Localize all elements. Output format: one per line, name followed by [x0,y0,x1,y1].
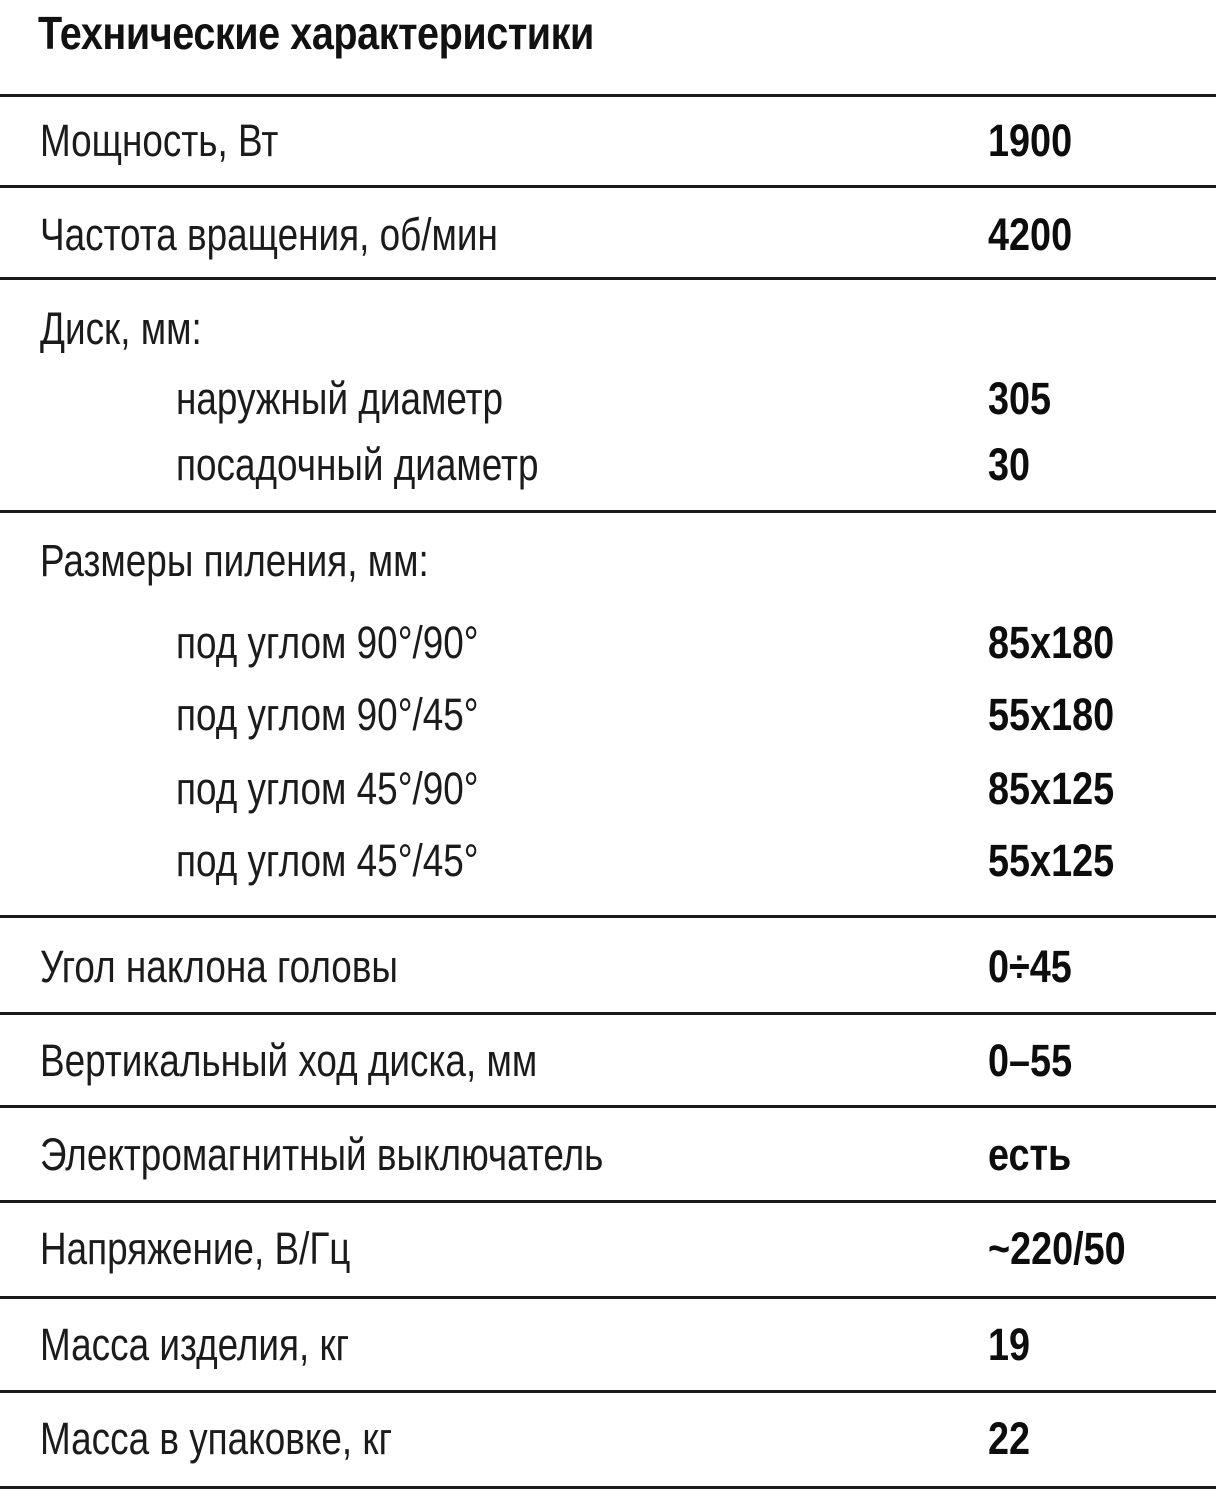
vertical-label: Вертикальный ход диска, мм [40,1035,538,1086]
cut-row-label: под углом 45°/90° [176,763,479,814]
disc-label: Диск, мм: [40,303,202,354]
cut-row-value: 85x125 [988,763,1115,814]
cut-row-value: 85x180 [988,617,1115,668]
speed-label: Частота вращения, об/мин [40,209,498,260]
speed-value: 4200 [988,209,1073,260]
voltage-value: ~220/50 [988,1223,1126,1274]
switch-value: есть [988,1129,1072,1180]
disc-outer-value: 305 [988,373,1052,424]
power-label: Мощность, Вт [40,115,279,166]
cut-row-label: под углом 45°/45° [176,835,479,886]
divider [0,1012,1216,1015]
mass-label: Масса изделия, кг [40,1319,350,1370]
divider [0,1296,1216,1299]
divider [0,185,1216,188]
page-title: Технические характеристики [38,7,594,59]
divider [0,1105,1216,1108]
divider [0,94,1216,97]
voltage-label: Напряжение, В/Гц [40,1223,351,1274]
tilt-value: 0÷45 [988,941,1072,992]
mass-packed-label: Масса в упаковке, кг [40,1413,393,1464]
disc-bore-value: 30 [988,439,1031,490]
disc-outer-label: наружный диаметр [176,373,504,424]
divider [0,915,1216,918]
mass-value: 19 [988,1319,1031,1370]
power-value: 1900 [988,115,1073,166]
tilt-label: Угол наклона головы [40,941,398,992]
cut-row-value: 55x180 [988,689,1115,740]
divider [0,1390,1216,1393]
cut-row-label: под углом 90°/45° [176,689,479,740]
divider [0,1486,1216,1489]
cut-label: Размеры пиления, мм: [40,535,429,586]
cut-row-label: под углом 90°/90° [176,617,479,668]
mass-packed-value: 22 [988,1413,1031,1464]
divider [0,277,1216,280]
divider [0,1200,1216,1203]
vertical-value: 0–55 [988,1035,1073,1086]
disc-bore-label: посадочный диаметр [176,439,539,490]
divider [0,510,1216,513]
cut-row-value: 55x125 [988,835,1115,886]
switch-label: Электромагнитный выключатель [40,1129,604,1180]
